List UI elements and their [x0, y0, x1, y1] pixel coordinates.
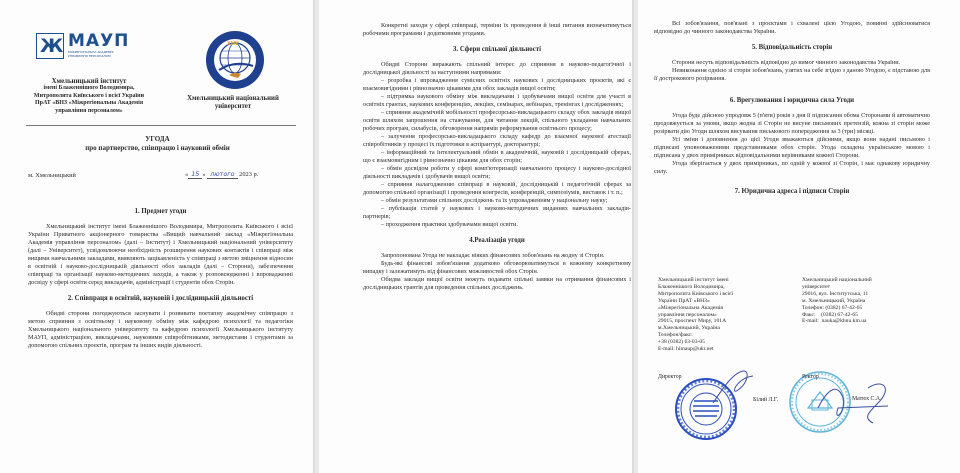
institute-name-line: Хмельницький інститут — [51, 78, 127, 85]
section-paragraph: Будь-які фінансові зобов'язання додатково обговорюватимуться в кожному конкретному випадку і залежатимуть від фінансових можливостей обох Сторін. — [363, 260, 631, 275]
date-quote: » — [202, 171, 206, 178]
address-line: м.Хмельницький, Україна — [658, 325, 720, 332]
institute-name-line: управління персоналом» — [55, 107, 123, 114]
section-paragraph: Обидва заклади вищої освіти можуть подавати спільні заявки на отримання фінансових і дослідницьких грантів для проведення спільних досліджень. — [363, 276, 631, 291]
director-role: Директор — [658, 374, 682, 380]
section-paragraph: Невиконання однією зі сторін зобов'язань, узятих на себе згідно з даною Угодою, є підставою для її дострокового розірвання. — [654, 67, 930, 82]
address-line: 29015, проспект Миру, 101А — [658, 318, 727, 325]
page1-body — [28, 208, 293, 350]
section-heading: 2. Співпраця в освітній, науковій і дослідницькій діяльності — [67, 295, 254, 302]
address-line: Телефон/факс: — [658, 332, 693, 339]
maup-logo-mark — [36, 33, 64, 59]
university-address — [802, 277, 922, 325]
maup-logo-subtitle: МІЖРЕГІОНАЛЬНА АКАДЕМІЯ УПРАВЛІННЯ ПЕРСОНАЛОМ — [68, 50, 114, 58]
list-item: – обмін досвідом роботи у сфері комп'ютеризації навчального процесу і науково-дослідної діяльності викладачів і здобувачів вищої освіти; — [363, 165, 631, 180]
document-page-3 — [638, 0, 960, 473]
address-line: Факс: (0382) 67-42-65 — [802, 311, 858, 318]
university-name — [168, 95, 298, 111]
section-heading: 5. Відповідальність сторін — [751, 44, 833, 51]
section-paragraph: Запропонована Угода не накладає ніяких фінансових зобов'язань на жодну зі Сторін. — [381, 252, 605, 259]
address-line: Хмельницький національний — [802, 277, 872, 283]
list-item: – інформаційний та інтелектуальний обмін в академічній, науковій і дослідницькій сферах, що є взаємовигідним і рівнозначно цікавим для обох сторін; — [363, 149, 631, 164]
section-paragraph: Угода зберігається у двох примірниках, по одній у кожної зі Сторін, і має однакову юридичну силу. — [654, 160, 930, 175]
section-heading: 4.Реалізація угоди — [469, 237, 525, 244]
date-day: 15 — [188, 170, 202, 179]
rector-role: Ректор — [802, 374, 819, 380]
institute-name-line: Митрополита Київського і всієї України — [33, 92, 145, 99]
list-item: – сприяння налагодженню співпраці в науковій, дослідницькій і педагогічній сферах за допомогою спільної організації і проведення конгресів, конференцій, симпозіумів, виставок і т. п.; — [363, 181, 631, 196]
institute-address — [658, 277, 778, 353]
agreement-subtitle: про партнерство, співпрацю і науковий обмін — [85, 144, 230, 152]
khnu-logo-abbr: ХНУ — [227, 41, 239, 47]
document-page-2 — [319, 0, 634, 473]
section-paragraph: Хмельницький інститут імені Блаженнішого Володимира, Митрополита Київського і всієї України Приватного акціонерного товариства «Вищий навчальний заклад «Міжрегіональна Академія управління персоналом» (далі – Інститут) і Хмельницький національний університету (далі – Університет), усвідомлюючи необхідність розширення наукових контактів і співпраці між вищими навчальними закладами, виявляють зацікавленість у співпраці з метою зміцнення відносин в освітній і науково-дослідницькій діяльності обох закладів (далі – Сторони), забезпечення співпраці та організації науково-методичних заходів, а також у розповсюдженні і впровадженні досвіду у сфері освіти серед викладачів, адміністрації і студентів обох Сторін. — [28, 223, 293, 286]
document-page-1 — [0, 0, 315, 473]
rector-name: Матюх С.А. — [852, 396, 882, 402]
address-line: управління персоналом» — [658, 311, 717, 318]
maup-logo-glyph: Ж — [40, 35, 64, 57]
list-item: – проходження практики здобувачами вищої освіти. — [381, 221, 518, 228]
document-title — [0, 135, 315, 153]
section-paragraph: Угода буде дійсною упродовж 5 (п'яти) років з дня її підписання обома Сторонами й автоматично продовжується за умови, якщо жодна зі Сторін не висуне письмових претензій, кожна зі сторін може розірвати дію Угоди шляхом висування письмового попередження за 3 (три) місяці. — [654, 112, 930, 135]
list-item: – підтримка наукового обміну між викладачами і здобувачами вищої освіти для участі в освітніх грантах, наукових конференціях, лекціях, семінарах, вебінарах, тренінгах і дослідженнях; — [363, 93, 631, 108]
date-year: 2023 р. — [239, 171, 259, 178]
section-heading: 6. Врегулювання і юридична сила Угоди — [729, 97, 855, 104]
address-line: +38 (0382) 63-03-05 — [658, 339, 705, 346]
section-paragraph: Всі зобов'язання, пов'язані з проєктами і схвалені цією Угодою, повинні здійснюватися відповідно до чинного законодавства України. — [654, 20, 930, 35]
maup-logo-word: МАУП — [68, 31, 130, 51]
address-line: Блаженнішого Володимира, — [658, 283, 725, 290]
address-line: Хмельницький інститут імені — [658, 277, 729, 283]
rector-signature — [808, 378, 898, 428]
university-name-line: Хмельницький національний — [187, 95, 279, 102]
university-name-line: університет — [214, 103, 252, 111]
date-month: лютого — [207, 170, 237, 179]
list-item: – обмін результатами спільних досліджень та їх упровадженням у національну науку; — [381, 197, 608, 204]
header-divider — [26, 125, 296, 126]
khnu-logo — [205, 30, 265, 90]
institute-name-line: імені Блаженнішого Володимира, — [43, 85, 135, 92]
address-line: «Міжрегіональна Академія — [658, 304, 724, 311]
page2-body — [363, 22, 631, 292]
director-name: Білий Л.Г. — [753, 397, 779, 403]
section-heading: 7. Юридична адреса і підписи Сторін — [734, 188, 850, 195]
address-line: 29016, вул. Інститутська, 11 — [802, 290, 869, 297]
address-line: E-mail: himaup@ukr.net — [658, 346, 714, 353]
address-line: України ПрАТ «ВНЗ» — [658, 297, 710, 304]
address-line: м. Хмельницький, Україна — [802, 297, 866, 304]
section-heading: 3. Сфери спільної діяльності — [453, 46, 541, 53]
city: м. Хмельницький — [28, 172, 76, 179]
page3-body — [654, 20, 930, 196]
date-quote: « — [185, 171, 189, 178]
section-paragraph: Конкретні заходи у сфері співпраці, терміни їх проведення й інші питання визначатимуться робочими програмами і додатковими угодами. — [363, 22, 631, 37]
list-item: – сприяння академічній мобільності професорсько-викладацького складу обох закладів вищої освіти шляхом запрошення на стажування, для читання лекцій, спільного укладання навчальних робочих програм, силабусів, обговорення напрямів реформування освітнього процесу; — [363, 109, 631, 132]
institute-name-line: ПрАТ «ВНЗ «Міжрегіональна Академія — [34, 100, 144, 107]
institute-name — [24, 78, 154, 115]
section-paragraph: Усі зміни і доповнення до цієї Угоди вважаються дійсними, якщо вони надані письмово і підписані уповноваженими представниками обох сторін. Угода складена українською мовою і підписана у двох примірниках відповідальними керівниками кожної Сторони. — [654, 136, 930, 159]
address-line: E-mail: nauka@khnu.km.ua — [802, 318, 867, 325]
director-signature — [708, 368, 758, 408]
list-item: – залучення професорсько-викладацького складу кафедр до взаємної наукової атестації співробітників у процесі їх підготовки в аспірантурі, докторантурі; — [363, 133, 631, 148]
section-paragraph: Сторони несуть відповідальність відповідно до вимог чинного законодавства України. — [672, 59, 901, 66]
section-paragraph: Обидві Сторони виражають спільний інтерес до сприяння в науково-педагогічної і дослідницької діяльності за наступними напрямами: — [363, 61, 631, 76]
agreement-title: УГОДА — [145, 135, 170, 143]
address-line: університет — [802, 283, 831, 290]
address-line: Телефон: (0382) 67-42-65 — [802, 304, 863, 311]
section-heading: 1. Предмет угоди — [134, 208, 187, 215]
address-line: Митрополита Київського і всієї — [658, 290, 734, 297]
list-item: – публікація статей у наукових і науково-методичних виданнях навчальних закладів-партнерів; — [363, 205, 631, 220]
section-paragraph: Обидві сторони погоджуються заснувати і розвивати поетапну академічну співпрацю з метою сприяння з освітньому і науковому обміну між кафедрою психології та педагогіки Хмельницького національного університету та кафедрою психології Хмельницького інституту МАУП, адміністрацією, викладачами, науковими співробітниками, методистами і студентами за допомогою спільних проєктів, програм та інших видів діяльності. — [28, 310, 293, 349]
agreement-date — [185, 170, 258, 178]
list-item: – розробка і впровадження сумісних освітніх наукових і дослідницьких проєктів, які є взаємовигідними і рівнозначно цікавими для обох закладів вищої освіти; — [363, 77, 631, 92]
maup-logo — [36, 33, 130, 61]
